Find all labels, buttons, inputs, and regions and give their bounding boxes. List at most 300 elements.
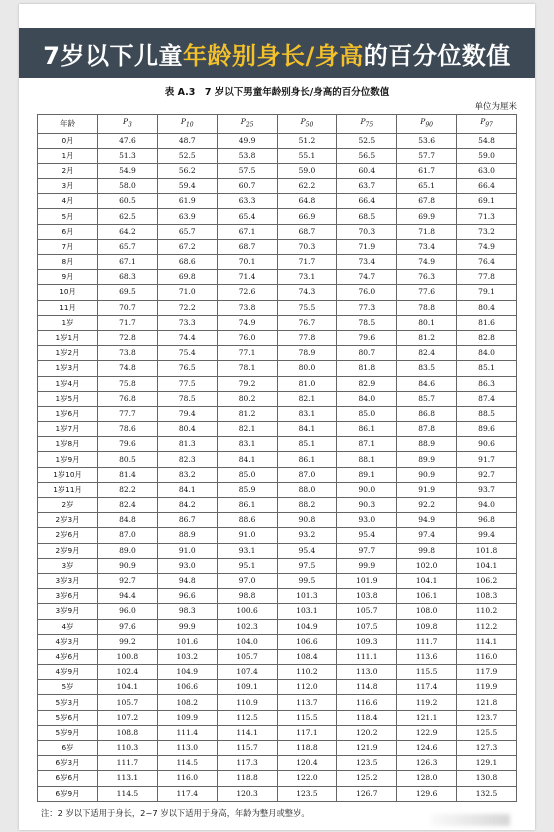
header-row xyxy=(38,115,517,134)
value-cell: 89.0 xyxy=(98,543,158,558)
value-cell: 92.7 xyxy=(457,467,517,482)
value-cell: 81.2 xyxy=(217,406,277,421)
value-cell: 70.1 xyxy=(217,255,277,270)
value-cell: 67.2 xyxy=(157,239,217,254)
value-cell: 99.9 xyxy=(337,558,397,573)
value-cell: 66.9 xyxy=(277,209,337,224)
age-cell: 1岁5月 xyxy=(38,391,98,406)
value-cell: 117.4 xyxy=(157,786,217,801)
table-row xyxy=(38,179,517,194)
age-cell: 1岁11月 xyxy=(38,482,98,497)
value-cell: 72.6 xyxy=(217,285,277,300)
value-cell: 65.1 xyxy=(397,179,457,194)
value-cell: 94.0 xyxy=(457,498,517,513)
table-row xyxy=(38,361,517,376)
value-cell: 115.5 xyxy=(277,710,337,725)
value-cell: 91.9 xyxy=(397,482,457,497)
value-cell: 88.9 xyxy=(397,437,457,452)
value-cell: 86.1 xyxy=(277,452,337,467)
value-cell: 53.6 xyxy=(397,133,457,148)
value-cell: 86.1 xyxy=(337,422,397,437)
value-cell: 80.4 xyxy=(457,300,517,315)
value-cell: 93.7 xyxy=(457,482,517,497)
value-cell: 93.1 xyxy=(217,543,277,558)
value-cell: 122.0 xyxy=(277,771,337,786)
document-page xyxy=(19,4,535,830)
value-cell: 116.0 xyxy=(157,771,217,786)
value-cell: 103.8 xyxy=(337,589,397,604)
table-row xyxy=(38,300,517,315)
value-cell: 65.7 xyxy=(157,224,217,239)
value-cell: 88.1 xyxy=(337,452,397,467)
value-cell: 77.8 xyxy=(277,330,337,345)
value-cell: 90.3 xyxy=(337,498,397,513)
age-cell: 4岁6月 xyxy=(38,649,98,664)
value-cell: 84.6 xyxy=(397,376,457,391)
value-cell: 60.5 xyxy=(98,194,158,209)
value-cell: 101.8 xyxy=(457,543,517,558)
age-cell: 6岁3月 xyxy=(38,756,98,771)
value-cell: 81.6 xyxy=(457,315,517,330)
age-cell: 1岁9月 xyxy=(38,452,98,467)
header-percentile: $P_{75}$ xyxy=(337,115,397,134)
value-cell: 64.8 xyxy=(277,194,337,209)
value-cell: 65.4 xyxy=(217,209,277,224)
banner-title-highlight: 年龄别身长/身高 xyxy=(182,41,364,70)
age-cell: 6岁 xyxy=(38,741,98,756)
age-cell: 2岁3月 xyxy=(38,513,98,528)
age-cell: 4岁9月 xyxy=(38,665,98,680)
value-cell: 114.1 xyxy=(217,725,277,740)
age-cell: 1岁2月 xyxy=(38,346,98,361)
age-cell: 1岁7月 xyxy=(38,422,98,437)
value-cell: 69.5 xyxy=(98,285,158,300)
value-cell: 69.1 xyxy=(457,194,517,209)
value-cell: 110.2 xyxy=(277,665,337,680)
value-cell: 101.3 xyxy=(277,589,337,604)
value-cell: 84.8 xyxy=(98,513,158,528)
value-cell: 127.3 xyxy=(457,741,517,756)
value-cell: 108.0 xyxy=(397,604,457,619)
value-cell: 96.6 xyxy=(157,589,217,604)
value-cell: 68.7 xyxy=(277,224,337,239)
value-cell: 82.9 xyxy=(337,376,397,391)
value-cell: 108.8 xyxy=(98,725,158,740)
value-cell: 97.4 xyxy=(397,528,457,543)
value-cell: 87.8 xyxy=(397,422,457,437)
value-cell: 89.1 xyxy=(337,467,397,482)
value-cell: 124.6 xyxy=(397,741,457,756)
value-cell: 74.4 xyxy=(157,330,217,345)
value-cell: 80.4 xyxy=(157,422,217,437)
value-cell: 54.9 xyxy=(98,163,158,178)
table-row xyxy=(38,422,517,437)
value-cell: 118.8 xyxy=(217,771,277,786)
value-cell: 77.7 xyxy=(98,406,158,421)
value-cell: 76.8 xyxy=(98,391,158,406)
value-cell: 78.8 xyxy=(397,300,457,315)
value-cell: 63.7 xyxy=(337,179,397,194)
value-cell: 62.2 xyxy=(277,179,337,194)
value-cell: 85.9 xyxy=(217,482,277,497)
value-cell: 70.3 xyxy=(277,239,337,254)
age-cell: 11月 xyxy=(38,300,98,315)
value-cell: 52.5 xyxy=(157,148,217,163)
table-row xyxy=(38,695,517,710)
value-cell: 67.1 xyxy=(98,255,158,270)
table-row xyxy=(38,285,517,300)
table-row xyxy=(38,133,517,148)
value-cell: 108.2 xyxy=(157,695,217,710)
value-cell: 79.6 xyxy=(337,330,397,345)
value-cell: 74.9 xyxy=(397,255,457,270)
value-cell: 82.1 xyxy=(277,391,337,406)
value-cell: 117.1 xyxy=(277,725,337,740)
value-cell: 73.4 xyxy=(397,239,457,254)
table-row xyxy=(38,741,517,756)
value-cell: 88.9 xyxy=(157,528,217,543)
header-percentile: $P_3$ xyxy=(98,115,158,134)
value-cell: 60.4 xyxy=(337,163,397,178)
value-cell: 129.1 xyxy=(457,756,517,771)
table-row xyxy=(38,665,517,680)
value-cell: 88.5 xyxy=(457,406,517,421)
value-cell: 77.1 xyxy=(217,346,277,361)
footnote: 注：2 岁以下适用于身长，2~7 岁以下适用于身高，年龄为整月或整岁。 xyxy=(41,808,310,818)
value-cell: 80.5 xyxy=(98,452,158,467)
value-cell: 113.1 xyxy=(98,771,158,786)
value-cell: 122.9 xyxy=(397,725,457,740)
value-cell: 110.9 xyxy=(217,695,277,710)
value-cell: 75.8 xyxy=(98,376,158,391)
value-cell: 116.0 xyxy=(457,649,517,664)
value-cell: 114.8 xyxy=(337,680,397,695)
value-cell: 76.5 xyxy=(157,361,217,376)
value-cell: 117.3 xyxy=(217,756,277,771)
value-cell: 104.1 xyxy=(457,558,517,573)
value-cell: 86.1 xyxy=(217,498,277,513)
value-cell: 113.6 xyxy=(397,649,457,664)
table-row xyxy=(38,437,517,452)
value-cell: 126.7 xyxy=(337,786,397,801)
value-cell: 94.8 xyxy=(157,573,217,588)
value-cell: 55.1 xyxy=(277,148,337,163)
value-cell: 85.0 xyxy=(217,467,277,482)
table-row xyxy=(38,498,517,513)
table-row xyxy=(38,619,517,634)
age-cell: 5岁3月 xyxy=(38,695,98,710)
value-cell: 102.0 xyxy=(397,558,457,573)
age-cell: 2岁9月 xyxy=(38,543,98,558)
value-cell: 107.2 xyxy=(98,710,158,725)
value-cell: 82.4 xyxy=(98,498,158,513)
value-cell: 57.7 xyxy=(397,148,457,163)
value-cell: 76.0 xyxy=(337,285,397,300)
value-cell: 99.5 xyxy=(277,573,337,588)
age-cell: 1岁1月 xyxy=(38,330,98,345)
table-row xyxy=(38,239,517,254)
age-cell: 5岁9月 xyxy=(38,725,98,740)
value-cell: 104.1 xyxy=(98,680,158,695)
value-cell: 96.0 xyxy=(98,604,158,619)
value-cell: 74.9 xyxy=(217,315,277,330)
value-cell: 76.3 xyxy=(397,270,457,285)
value-cell: 53.8 xyxy=(217,148,277,163)
age-cell: 9月 xyxy=(38,270,98,285)
value-cell: 95.4 xyxy=(277,543,337,558)
value-cell: 76.4 xyxy=(457,255,517,270)
table-row xyxy=(38,270,517,285)
value-cell: 81.3 xyxy=(157,437,217,452)
value-cell: 104.9 xyxy=(157,665,217,680)
value-cell: 111.1 xyxy=(337,649,397,664)
value-cell: 97.0 xyxy=(217,573,277,588)
value-cell: 68.3 xyxy=(98,270,158,285)
value-cell: 74.7 xyxy=(337,270,397,285)
value-cell: 106.6 xyxy=(277,634,337,649)
value-cell: 93.0 xyxy=(157,558,217,573)
value-cell: 89.6 xyxy=(457,422,517,437)
table-row xyxy=(38,771,517,786)
value-cell: 93.2 xyxy=(277,528,337,543)
value-cell: 112.5 xyxy=(217,710,277,725)
age-cell: 8月 xyxy=(38,255,98,270)
value-cell: 100.8 xyxy=(98,649,158,664)
value-cell: 67.1 xyxy=(217,224,277,239)
value-cell: 74.3 xyxy=(277,285,337,300)
value-cell: 110.2 xyxy=(457,604,517,619)
value-cell: 89.9 xyxy=(397,452,457,467)
table-row xyxy=(38,209,517,224)
age-cell: 2岁6月 xyxy=(38,528,98,543)
value-cell: 120.3 xyxy=(217,786,277,801)
value-cell: 105.7 xyxy=(217,649,277,664)
value-cell: 114.5 xyxy=(157,756,217,771)
value-cell: 61.7 xyxy=(397,163,457,178)
value-cell: 68.7 xyxy=(217,239,277,254)
value-cell: 109.8 xyxy=(397,619,457,634)
age-cell: 3岁3月 xyxy=(38,573,98,588)
value-cell: 121.1 xyxy=(397,710,457,725)
value-cell: 91.0 xyxy=(157,543,217,558)
value-cell: 91.0 xyxy=(217,528,277,543)
value-cell: 95.1 xyxy=(217,558,277,573)
value-cell: 72.8 xyxy=(98,330,158,345)
value-cell: 90.9 xyxy=(98,558,158,573)
value-cell: 84.2 xyxy=(157,498,217,513)
value-cell: 71.3 xyxy=(457,209,517,224)
value-cell: 123.5 xyxy=(337,756,397,771)
table-row xyxy=(38,573,517,588)
age-cell: 6月 xyxy=(38,224,98,239)
value-cell: 92.7 xyxy=(98,573,158,588)
value-cell: 110.3 xyxy=(98,741,158,756)
value-cell: 73.8 xyxy=(98,346,158,361)
value-cell: 57.5 xyxy=(217,163,277,178)
value-cell: 85.7 xyxy=(397,391,457,406)
table-row xyxy=(38,452,517,467)
table-row xyxy=(38,346,517,361)
value-cell: 56.2 xyxy=(157,163,217,178)
value-cell: 111.7 xyxy=(98,756,158,771)
value-cell: 74.8 xyxy=(98,361,158,376)
value-cell: 93.0 xyxy=(337,513,397,528)
value-cell: 95.4 xyxy=(337,528,397,543)
value-cell: 48.7 xyxy=(157,133,217,148)
value-cell: 104.1 xyxy=(397,573,457,588)
table-row xyxy=(38,725,517,740)
value-cell: 112.2 xyxy=(457,619,517,634)
value-cell: 77.6 xyxy=(397,285,457,300)
value-cell: 82.2 xyxy=(98,482,158,497)
value-cell: 115.5 xyxy=(397,665,457,680)
value-cell: 61.9 xyxy=(157,194,217,209)
value-cell: 86.8 xyxy=(397,406,457,421)
value-cell: 82.3 xyxy=(157,452,217,467)
value-cell: 58.0 xyxy=(98,179,158,194)
value-cell: 81.8 xyxy=(337,361,397,376)
value-cell: 82.1 xyxy=(217,422,277,437)
value-cell: 118.8 xyxy=(277,741,337,756)
value-cell: 69.9 xyxy=(397,209,457,224)
value-cell: 106.1 xyxy=(397,589,457,604)
value-cell: 81.4 xyxy=(98,467,158,482)
value-cell: 99.4 xyxy=(457,528,517,543)
age-cell: 4岁 xyxy=(38,619,98,634)
value-cell: 85.1 xyxy=(457,361,517,376)
table-row xyxy=(38,680,517,695)
age-cell: 1岁8月 xyxy=(38,437,98,452)
value-cell: 79.4 xyxy=(157,406,217,421)
header-percentile: $P_{25}$ xyxy=(217,115,277,134)
value-cell: 99.2 xyxy=(98,634,158,649)
value-cell: 118.4 xyxy=(337,710,397,725)
value-cell: 87.1 xyxy=(337,437,397,452)
value-cell: 109.9 xyxy=(157,710,217,725)
value-cell: 54.8 xyxy=(457,133,517,148)
value-cell: 70.3 xyxy=(337,224,397,239)
value-cell: 130.8 xyxy=(457,771,517,786)
value-cell: 92.2 xyxy=(397,498,457,513)
value-cell: 111.7 xyxy=(397,634,457,649)
value-cell: 79.6 xyxy=(98,437,158,452)
value-cell: 51.2 xyxy=(277,133,337,148)
value-cell: 68.5 xyxy=(337,209,397,224)
age-cell: 3月 xyxy=(38,179,98,194)
value-cell: 71.0 xyxy=(157,285,217,300)
value-cell: 84.1 xyxy=(157,482,217,497)
table-row xyxy=(38,634,517,649)
value-cell: 59.0 xyxy=(277,163,337,178)
value-cell: 88.6 xyxy=(217,513,277,528)
value-cell: 97.6 xyxy=(98,619,158,634)
value-cell: 104.0 xyxy=(217,634,277,649)
value-cell: 67.8 xyxy=(397,194,457,209)
value-cell: 75.5 xyxy=(277,300,337,315)
age-cell: 7月 xyxy=(38,239,98,254)
age-cell: 1月 xyxy=(38,148,98,163)
value-cell: 123.7 xyxy=(457,710,517,725)
value-cell: 56.5 xyxy=(337,148,397,163)
table-row xyxy=(38,406,517,421)
value-cell: 87.0 xyxy=(98,528,158,543)
value-cell: 78.5 xyxy=(157,391,217,406)
table-row xyxy=(38,391,517,406)
value-cell: 82.4 xyxy=(397,346,457,361)
age-cell: 2岁 xyxy=(38,498,98,513)
value-cell: 78.5 xyxy=(337,315,397,330)
value-cell: 103.1 xyxy=(277,604,337,619)
value-cell: 73.8 xyxy=(217,300,277,315)
header-percentile: $P_{10}$ xyxy=(157,115,217,134)
value-cell: 128.0 xyxy=(397,771,457,786)
header-percentile: $P_{50}$ xyxy=(277,115,337,134)
value-cell: 59.4 xyxy=(157,179,217,194)
value-cell: 84.1 xyxy=(217,452,277,467)
value-cell: 132.5 xyxy=(457,786,517,801)
value-cell: 111.4 xyxy=(157,725,217,740)
value-cell: 84.0 xyxy=(457,346,517,361)
value-cell: 73.4 xyxy=(337,255,397,270)
value-cell: 108.3 xyxy=(457,589,517,604)
value-cell: 97.5 xyxy=(277,558,337,573)
age-cell: 3岁6月 xyxy=(38,589,98,604)
value-cell: 90.6 xyxy=(457,437,517,452)
value-cell: 71.7 xyxy=(98,315,158,330)
value-cell: 120.2 xyxy=(337,725,397,740)
value-cell: 80.1 xyxy=(397,315,457,330)
value-cell: 79.2 xyxy=(217,376,277,391)
value-cell: 113.0 xyxy=(157,741,217,756)
value-cell: 76.0 xyxy=(217,330,277,345)
age-cell: 6岁6月 xyxy=(38,771,98,786)
value-cell: 121.9 xyxy=(337,741,397,756)
value-cell: 73.3 xyxy=(157,315,217,330)
value-cell: 74.9 xyxy=(457,239,517,254)
table-row xyxy=(38,513,517,528)
value-cell: 64.2 xyxy=(98,224,158,239)
age-cell: 5月 xyxy=(38,209,98,224)
value-cell: 87.4 xyxy=(457,391,517,406)
value-cell: 113.0 xyxy=(337,665,397,680)
value-cell: 75.4 xyxy=(157,346,217,361)
value-cell: 115.7 xyxy=(217,741,277,756)
value-cell: 71.7 xyxy=(277,255,337,270)
value-cell: 129.6 xyxy=(397,786,457,801)
header-percentile: $P_{90}$ xyxy=(397,115,457,134)
value-cell: 72.2 xyxy=(157,300,217,315)
value-cell: 51.3 xyxy=(98,148,158,163)
table-row xyxy=(38,194,517,209)
age-cell: 1岁4月 xyxy=(38,376,98,391)
value-cell: 63.0 xyxy=(457,163,517,178)
value-cell: 71.8 xyxy=(397,224,457,239)
value-cell: 80.7 xyxy=(337,346,397,361)
value-cell: 80.0 xyxy=(277,361,337,376)
title-banner xyxy=(19,28,535,78)
value-cell: 73.2 xyxy=(457,224,517,239)
value-cell: 88.2 xyxy=(277,498,337,513)
value-cell: 113.7 xyxy=(277,695,337,710)
table-row xyxy=(38,543,517,558)
value-cell: 96.8 xyxy=(457,513,517,528)
value-cell: 76.7 xyxy=(277,315,337,330)
value-cell: 66.4 xyxy=(457,179,517,194)
value-cell: 98.8 xyxy=(217,589,277,604)
value-cell: 90.8 xyxy=(277,513,337,528)
value-cell: 60.7 xyxy=(217,179,277,194)
value-cell: 94.9 xyxy=(397,513,457,528)
